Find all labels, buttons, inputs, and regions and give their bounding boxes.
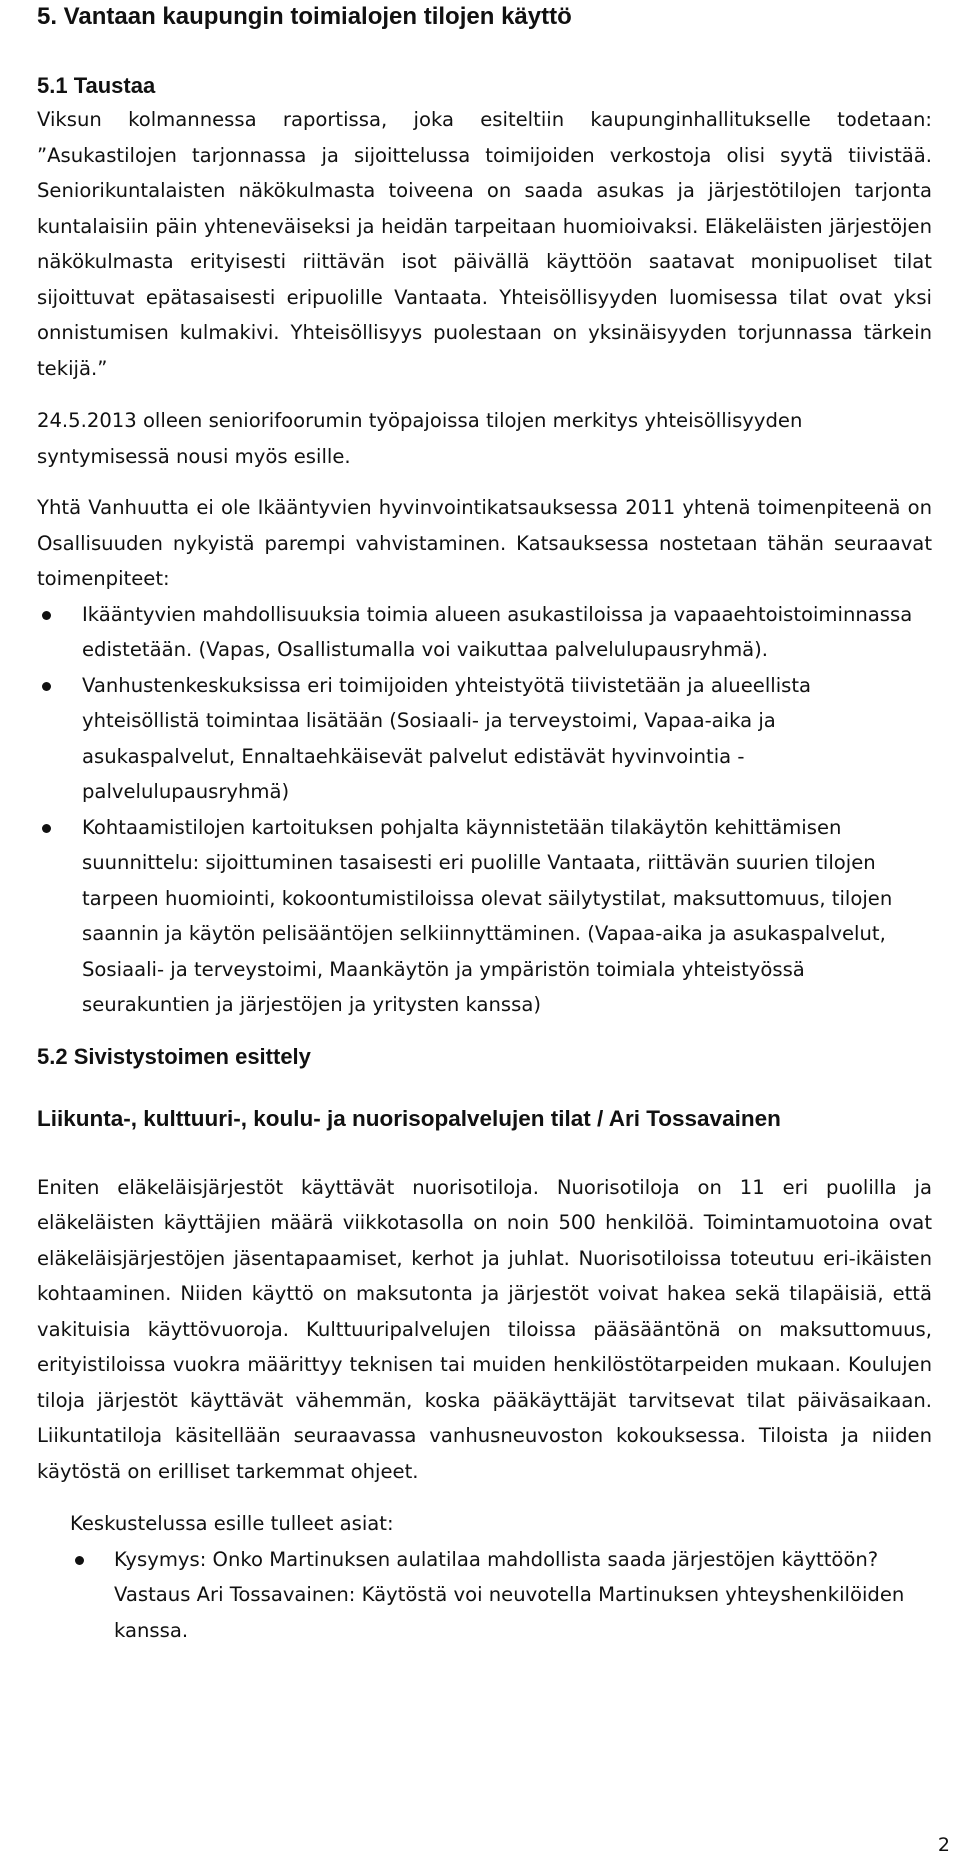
discussion-block: [37, 1506, 932, 1648]
list-item: [37, 597, 932, 668]
main-heading: 5. Vantaan kaupungin toimialojen tilojen käyttö: [37, 3, 572, 30]
sub-heading-facilities: Liikunta-, kulttuuri-, koulu- ja nuorisopalvelujen tilat / Ari Tossavainen: [37, 1105, 781, 1131]
facilities-paragraph: Eniten eläkeläisjärjestöt käyttävät nuorisotiloja. Nuorisotiloja on 11 eri puolilla ja eläkeläisten käyttäjien määrä viikkotasolla on noin 500 henkilöä. Toimintamuotoina ovat eläkeläisjärjestöjen jäsentapaamiset, kerhot ja juhlat. Nuorisotiloissa toteutuu eri-ikäisten kohtaaminen. Niiden käyttö on maksutonta ja järjestöt voivat hakea sekä tilapäisiä, että vakituisia käyttövuoroja. Kulttuuripalvelujen tiloissa pääsääntönä on maksuttomuus, erityistiloissa vuokra määrittyy teknisen tai muiden henkilöstötarpeiden mukaan. Koulujen tiloja järjestöt käyttävät vähemmän, koska pääkäyttäjät tarvitsevat tilat päiväsaikaan. Liikuntatiloja käsitellään seuraavassa vanhusneuvoston kokouksessa. Tiloista ja niiden käytöstä on erilliset tarkemmat ohjeet.: [37, 1175, 932, 1483]
document-page: [37, 0, 932, 1648]
list-item-text: Ikääntyvien mahdollisuuksia toimia alueen asukastiloissa ja vapaaehtoistoiminnassa edistetään. (Vapas, Osallistumalla voi vaikuttaa palvelulupausryhmä).: [82, 602, 913, 661]
list-item: [37, 668, 932, 810]
list-item-text: Kohtaamistilojen kartoituksen pohjalta käynnistetään tilakäytön kehittämisen suunnittelu: sijoittuminen tasaisesti eri puolille Vantaata, riittävän suurien tilojen tarpeen huomiointi, kokoontumistiloissa olevat säilytystilat, maksuttomuus, tilojen saannin ja käytön pelisääntöjen selkiinnyttäminen. (Vapaa-aika ja asukaspalvelut, Sosiaali- ja terveystoimi, Maankäytön ja ympäristön toimiala yhteistyössä seurakuntien ja järjestöjen ja yritysten kanssa): [82, 815, 893, 1016]
bullet-icon: [42, 682, 51, 691]
list-item: [70, 1542, 932, 1649]
background-paragraph: Viksun kolmannessa raportissa, joka esiteltiin kaupunginhallitukselle todetaan: ”Asukastilojen tarjonnassa ja sijoittelussa toimijoiden verkostoja olisi syytä tiivistää. Seniorikuntalaisten näkökulmasta toiveena on saada asukas ja järjestötilojen tarjonta kuntalaisiin päin yhteneväiseksi ja heidän tarpeitaan huomioivaksi. Eläkeläisten järjestöjen näkökulmasta erityisesti riittävän isot päivällä käyttöön saatavat monipuoliset tilat sijoittuvat epätasaisesti eripuolille Vantaata. Yhteisöllisyyden luomisessa tilat ovat yksi onnistumisen kulmakivi. Yhteisöllisyys puolestaan on yksinäisyyden torjunnassa tärkein tekijä.”: [37, 108, 932, 380]
discussion-label: Keskustelussa esille tulleet asiat:: [70, 1512, 394, 1535]
discussion-list: [70, 1542, 932, 1649]
bullet-icon: [75, 1556, 84, 1565]
bullet-icon: [42, 611, 51, 620]
page-number: 2: [937, 1834, 950, 1856]
list-item-text: Vanhustenkeskuksissa eri toimijoiden yhteistyötä tiivistetään ja alueellista yhteisöllistä toimintaa lisätään (Sosiaali- ja terveystoimi, Vapaa-aika ja asukaspalvelut, Ennaltaehkäisevät palvelut edistävät hyvinvointia - palvelulupausryhmä): [82, 673, 812, 803]
section-heading-5-2: 5.2 Sivistystoimen esittely: [37, 1043, 311, 1069]
seniorforum-paragraph: 24.5.2013 olleen seniorifoorumin työpajoissa tilojen merkitys yhteisöllisyyden syntymisessä nousi myös esille.: [37, 409, 803, 468]
section-heading-5-1: 5.1 Taustaa: [37, 73, 156, 98]
bullet-icon: [42, 824, 51, 833]
wellbeing-review-paragraph: Yhtä Vanhuutta ei ole Ikääntyvien hyvinvointikatsauksessa 2011 yhtenä toimenpiteenä on Osallisuuden nykyistä parempi vahvistaminen. Katsauksessa nostetaan tähän seuraavat toimenpiteet:: [37, 496, 932, 590]
list-item-text: Kysymys: Onko Martinuksen aulatilaa mahdollista saada järjestöjen käyttöön? Vastaus Ari Tossavainen: Käytöstä voi neuvotella Martinuksen yhteyshenkilöiden kanssa.: [114, 1547, 905, 1642]
list-item: [37, 810, 932, 1023]
measures-list: [37, 597, 932, 1023]
